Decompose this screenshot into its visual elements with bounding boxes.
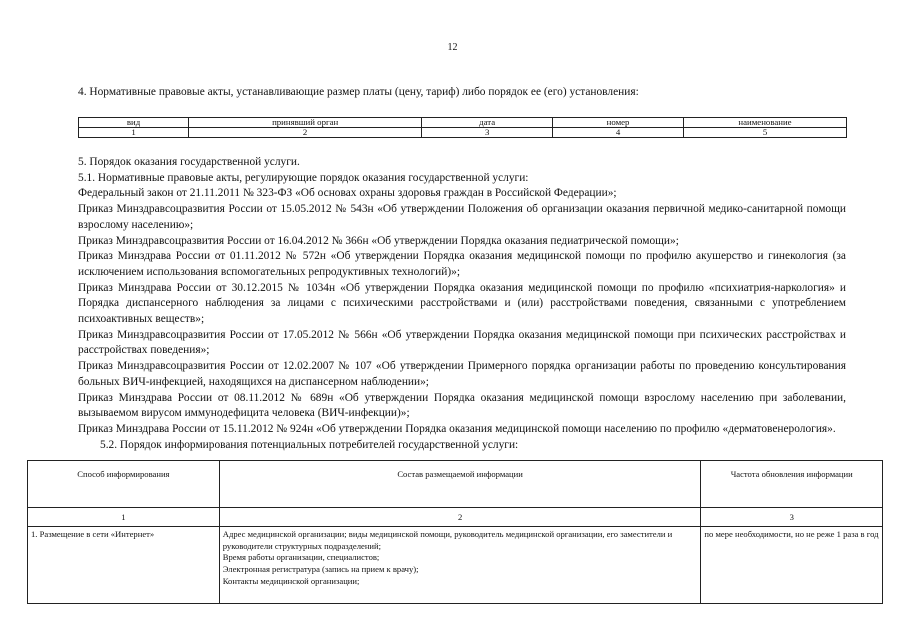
paragraph: 5. Порядок оказания государственной услуги. — [78, 156, 300, 168]
paragraph: Приказ Минздрава России от 15.11.2012 № 924н «Об утверждении Порядка оказания медицинской помощи населению по профилю «дерматовенерология». — [78, 422, 836, 435]
table-header-row — [79, 118, 847, 128]
column-number: 5 — [684, 128, 847, 138]
page-number: 12 — [447, 42, 458, 53]
column-header: Состав размещаемой информации — [219, 461, 701, 508]
column-number: 2 — [189, 128, 422, 138]
content-line: Адрес медицинской организации; виды медицинской помощи, руководитель медицинской организации, его заместители и руководители структурных подразделений; — [222, 529, 673, 551]
column-number: 1 — [79, 128, 189, 138]
column-number: 4 — [553, 128, 684, 138]
info-table — [27, 460, 883, 604]
column-header: вид — [79, 118, 189, 128]
column-header: принявший орган — [189, 118, 422, 128]
table-header-row — [28, 461, 883, 508]
content-cell — [219, 527, 701, 604]
content-line: Контакты медицинской организации; — [222, 575, 360, 586]
table-row — [28, 527, 883, 604]
column-number: 2 — [219, 508, 701, 527]
paragraph: Приказ Минздравсоцразвития России от 15.05.2012 № 543н «Об утверждении Положения об организации оказания первичной медико-санитарной помощи взрослому населению»; — [78, 203, 846, 231]
table-row — [79, 128, 847, 138]
column-header: наименование — [684, 118, 847, 128]
paragraph: Приказ Минздравсоцразвития России от 17.05.2012 № 566н «Об утверждении Порядка оказания медицинской помощи при психических расстройствах и расстройствах поведения»; — [78, 328, 846, 357]
column-number: 3 — [701, 508, 883, 527]
paragraph: Приказ Минздрава России от 08.11.2012 № 689н «Об утверждении Порядка оказания медицинской помощи взрослому населению при заболевании, вызываемом вирусом иммунодефицита человека (ВИЧ-инфекции)»; — [78, 391, 846, 420]
column-header: Способ информирования — [28, 461, 220, 508]
frequency-cell: по мере необходимости, но не реже 1 раза в год — [701, 527, 883, 604]
column-header: Частота обновления информации — [701, 461, 883, 508]
paragraph: 5.1. Нормативные правовые акты, регулирующие порядок оказания государственной услуги: — [78, 171, 529, 184]
content-line: Электронная регистратура (запись на прием к врачу); — [222, 564, 419, 575]
acts-table — [78, 117, 847, 138]
paragraph: Приказ Минздравсоцразвития России от 12.02.2007 № 107 «Об утверждении Примерного порядка организации работы по проведению консультирования больных ВИЧ-инфекцией, находящихся на диспансерном наблюдении»; — [78, 360, 846, 388]
column-header: номер — [553, 118, 684, 128]
paragraph: Приказ Минздрава России от 01.11.2012 № 572н «Об утверждении Порядка оказания медицинской помощи по профилю акушерство и гинекология (за исключением использования вспомогательных репродуктивных технологий)»; — [78, 250, 846, 278]
content-line: Время работы организации, специалистов; — [222, 552, 380, 563]
method-cell: 1. Размещение в сети «Интернет» — [28, 527, 220, 604]
column-number: 3 — [422, 128, 553, 138]
paragraph: 5.2. Порядок информирования потенциальных потребителей государственной услуги: — [100, 438, 519, 451]
column-number: 1 — [28, 508, 220, 527]
body-text — [78, 155, 846, 453]
section4-title: 4. Нормативные правовые акты, устанавливающие размер платы (цену, тариф) либо порядок ее (его) установления: — [78, 86, 639, 98]
paragraph: Федеральный закон от 21.11.2011 № 323-ФЗ «Об основах охраны здоровья граждан в Российской Федерации»; — [78, 187, 617, 200]
table-row — [28, 508, 883, 527]
paragraph: Приказ Минздрава России от 30.12.2015 № 1034н «Об утверждении Порядка оказания медицинской помощи по профилю «психиатрия-наркология» и Порядка диспансерного наблюдения за лицами с психическими расстройствами и (или) расстройствами поведения, связанными с употреблением психоактивных веществ»; — [78, 281, 846, 326]
column-header: дата — [422, 118, 553, 128]
paragraph: Приказ Минздравсоцразвития России от 16.04.2012 № 366н «Об утверждении Порядка оказания педиатрической помощи»; — [78, 234, 679, 247]
